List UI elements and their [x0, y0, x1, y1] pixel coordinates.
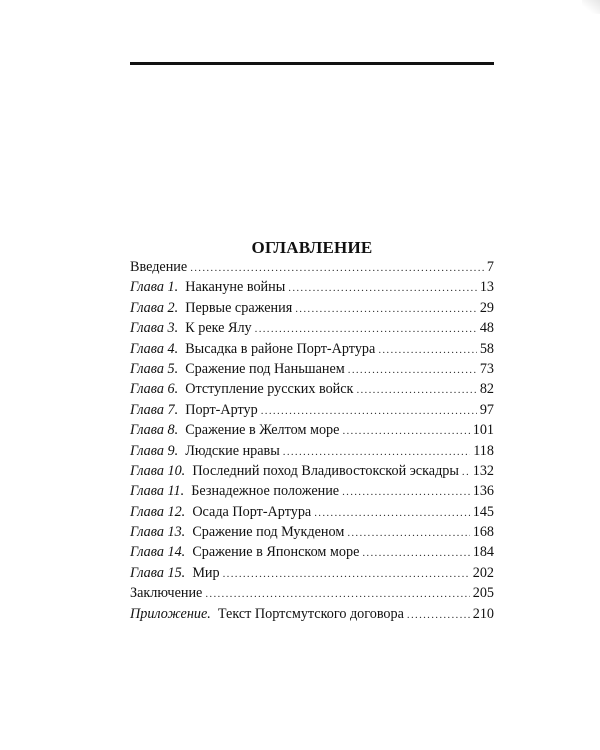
toc-entry-text: Последний поход Владивостокской эскадры	[192, 462, 459, 479]
dot-leader	[407, 609, 470, 621]
toc-entry-prefix: Глава 13.	[130, 524, 186, 541]
toc-entry-page: 210	[472, 605, 494, 622]
toc-entry-prefix: Глава 15.	[130, 564, 186, 581]
toc-entry-page: 101	[472, 422, 494, 439]
toc-entry-text: Высадка в районе Порт-Артура	[185, 340, 376, 357]
toc-entry[interactable]	[130, 279, 494, 299]
toc-entry-label	[130, 504, 311, 521]
toc-entry[interactable]	[130, 524, 494, 544]
dot-leader	[295, 303, 477, 315]
dot-leader	[261, 405, 477, 417]
dot-leader	[348, 364, 477, 376]
dot-leader	[347, 527, 469, 539]
toc-entry[interactable]	[130, 381, 494, 401]
toc-entry-prefix: Глава 12.	[130, 503, 186, 520]
toc-entry-prefix: Глава 14.	[130, 544, 186, 561]
toc-entry[interactable]	[130, 606, 494, 626]
toc-entry-label	[130, 259, 187, 276]
toc-entry-prefix: Глава 1.	[130, 279, 179, 296]
toc-entry-label	[130, 483, 339, 500]
dot-leader	[283, 446, 470, 458]
toc-entry-text: Порт-Артур	[185, 401, 258, 418]
toc-entry-page: 145	[472, 503, 494, 520]
table-of-contents	[130, 259, 494, 626]
dot-leader	[205, 588, 469, 600]
dot-leader	[378, 344, 477, 356]
dot-leader	[342, 425, 469, 437]
dot-leader	[462, 466, 470, 478]
dot-leader	[255, 323, 477, 335]
toc-entry-prefix: Глава 6.	[130, 381, 179, 398]
toc-entry[interactable]	[130, 585, 494, 605]
toc-entry[interactable]	[130, 463, 494, 483]
toc-entry-page: 136	[472, 483, 494, 500]
toc-entry-prefix: Глава 9.	[130, 442, 179, 459]
toc-entry-label	[130, 585, 202, 602]
toc-entry[interactable]	[130, 300, 494, 320]
toc-entry[interactable]	[130, 320, 494, 340]
toc-entry[interactable]	[130, 422, 494, 442]
toc-entry[interactable]	[130, 504, 494, 524]
toc-entry-prefix: Глава 8.	[130, 422, 179, 439]
toc-entry-text: Сражение под Мукденом	[192, 524, 345, 541]
toc-entry-text: Первые сражения	[185, 299, 293, 316]
page-corner-shadow	[582, 0, 600, 14]
toc-entry-label	[130, 606, 404, 623]
toc-entry[interactable]	[130, 443, 494, 463]
toc-entry-page: 168	[472, 524, 494, 541]
toc-entry[interactable]	[130, 402, 494, 422]
toc-entry-text: К реке Ялу	[185, 320, 252, 337]
toc-entry[interactable]	[130, 483, 494, 503]
toc-entry-text: Заключение	[130, 585, 203, 602]
toc-entry-prefix: Глава 10.	[130, 462, 186, 479]
toc-entry-label	[130, 279, 285, 296]
dot-leader	[223, 568, 470, 580]
toc-entry-text: Сражение в Желтом море	[185, 422, 340, 439]
toc-entry[interactable]	[130, 544, 494, 564]
toc-entry-text: Безнадежное положение	[191, 483, 340, 500]
toc-entry-page: 7	[486, 259, 494, 275]
toc-entry-page: 48	[479, 320, 494, 337]
toc-entry-prefix: Глава 11.	[130, 483, 185, 500]
page-title: ОГЛАВЛЕНИЕ	[251, 238, 373, 258]
toc-entry-text: Накануне войны	[185, 279, 286, 296]
toc-entry-prefix: Приложение.	[130, 605, 211, 622]
toc-entry-label	[130, 381, 353, 398]
toc-entry[interactable]	[130, 259, 494, 279]
dot-leader	[288, 282, 477, 294]
dot-leader	[356, 384, 476, 396]
toc-entry-prefix: Глава 7.	[130, 401, 179, 418]
toc-entry-prefix: Глава 4.	[130, 340, 179, 357]
toc-entry[interactable]	[130, 565, 494, 585]
toc-entry-label	[130, 300, 292, 317]
toc-entry-label	[130, 524, 344, 541]
toc-entry-label	[130, 544, 359, 561]
toc-entry-label	[130, 341, 375, 358]
toc-entry-text: Осада Порт-Артура	[192, 503, 312, 520]
toc-entry-label	[130, 402, 258, 419]
toc-entry-prefix: Глава 3.	[130, 320, 179, 337]
toc-entry-page: 132	[472, 462, 494, 479]
toc-entry-prefix: Глава 5.	[130, 360, 179, 377]
toc-entry-page: 13	[479, 279, 494, 296]
toc-entry[interactable]	[130, 341, 494, 361]
toc-entry-prefix: Глава 2.	[130, 299, 179, 316]
dot-leader	[362, 547, 469, 559]
toc-entry-label	[130, 422, 339, 439]
toc-entry-page: 58	[479, 340, 494, 357]
toc-entry-text: Мир	[192, 564, 220, 581]
toc-entry-text: Введение	[130, 259, 188, 275]
toc-entry-label	[130, 443, 280, 460]
toc-entry-text: Отступление русских войск	[185, 381, 354, 398]
toc-entry-page: 97	[479, 401, 494, 418]
header-rule	[130, 62, 494, 65]
dot-leader	[314, 507, 470, 519]
toc-entry-page: 73	[479, 360, 494, 377]
toc-entry[interactable]	[130, 361, 494, 381]
toc-entry-label	[130, 463, 459, 480]
toc-entry-label	[130, 361, 345, 378]
toc-entry-page: 29	[479, 299, 494, 316]
toc-entry-page: 202	[472, 564, 494, 581]
toc-entry-text: Текст Портсмутского договора	[217, 605, 404, 622]
toc-entry-text: Людские нравы	[185, 442, 280, 459]
toc-entry-label	[130, 565, 220, 582]
toc-entry-text: Сражение в Японском море	[192, 544, 360, 561]
toc-entry-page: 205	[472, 585, 494, 602]
toc-entry-page: 118	[473, 442, 494, 459]
dot-leader	[342, 486, 470, 498]
dot-leader	[190, 262, 484, 274]
toc-entry-label	[130, 320, 252, 337]
toc-entry-text: Сражение под Наньшанем	[185, 360, 345, 377]
toc-entry-page: 184	[472, 544, 494, 561]
toc-entry-page: 82	[479, 381, 494, 398]
